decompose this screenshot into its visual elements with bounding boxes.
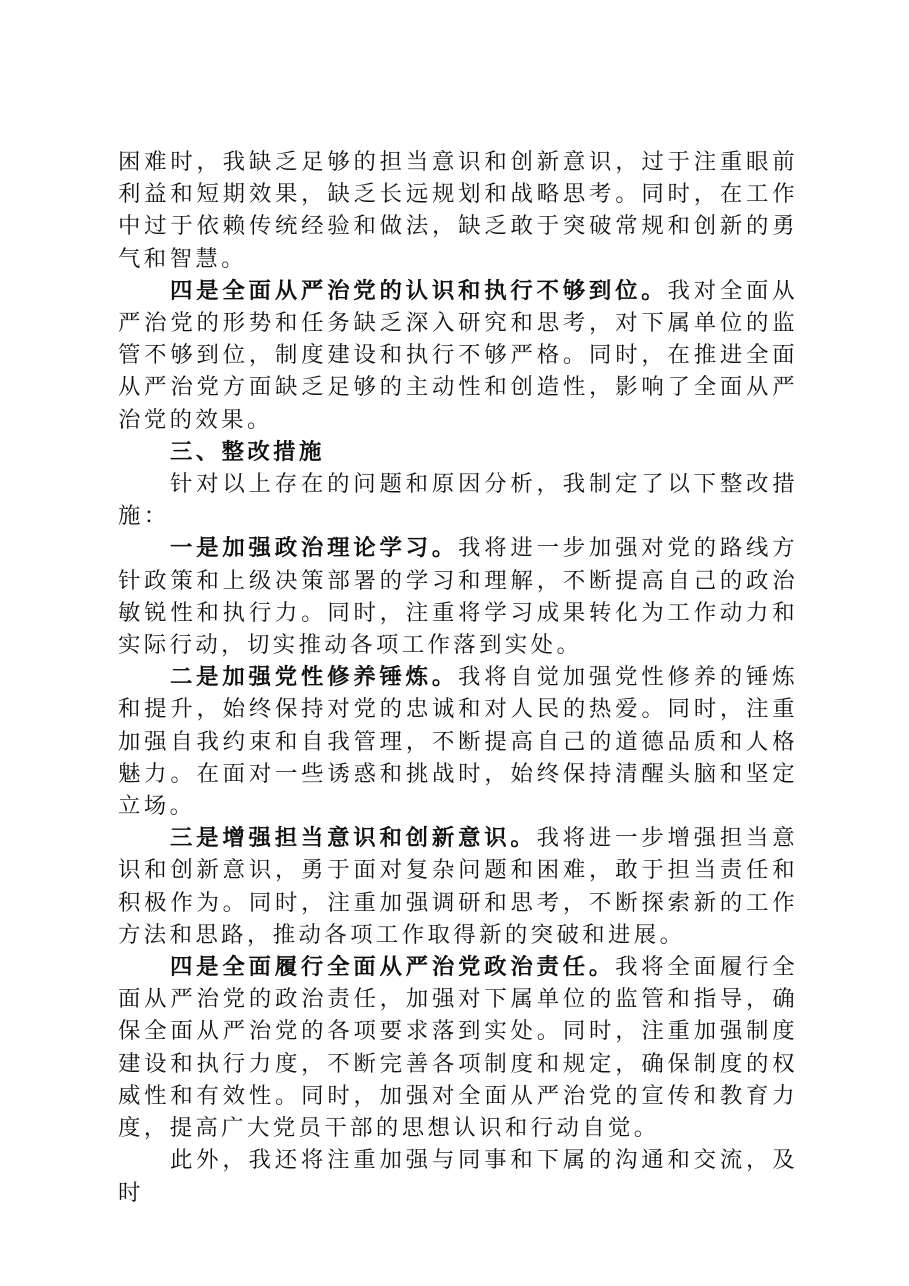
paragraph-measure-1	[118, 532, 798, 661]
paragraph-measure-2	[118, 661, 798, 822]
paragraph-lead: 四是全面从严治党的认识和执行不够到位。	[170, 277, 668, 304]
paragraph-lead: 三是增强担当意识和创新意识。	[170, 825, 537, 852]
paragraph-text: 我将自觉加强党性修养的锤炼和提升，始终保持对党的忠诚和对人民的热爱。同时，注重加强自我约束和自我管理，不断提高自己的道德品质和人格魅力。在面对一些诱惑和挑战时，始终保持清醒头脑和坚定立场。	[118, 664, 798, 820]
paragraph-problem-4	[118, 275, 798, 436]
paragraph-additional	[118, 1144, 798, 1208]
paragraph-text: 我将进一步增强担当意识和创新意识，勇于面对复杂问题和困难，敢于担当责任和积极作为。同时，注重加强调研和思考，不断探索新的工作方法和思路，推动各项工作取得新的突破和进展。	[118, 825, 798, 948]
paragraph-text: 困难时，我缺乏足够的担当意识和创新意识，过于注重眼前利益和短期效果，缺乏长远规划和战略思考。同时，在工作中过于依赖传统经验和做法，缺乏敢于突破常规和创新的勇气和智慧。	[118, 149, 798, 272]
paragraph-lead: 一是加强政治理论学习。	[170, 535, 459, 562]
paragraph-intro-measures	[118, 468, 798, 532]
paragraph-measure-3	[118, 822, 798, 951]
paragraph-text: 此外，我还将注重加强与同事和下属的沟通和交流，及时	[118, 1147, 798, 1206]
paragraph-text: 我将全面履行全面从严治党的政治责任，加强对下属单位的监管和指导，确保全面从严治党的各项要求落到实处。同时，注重加强制度建设和执行力度，不断完善各项制度和规定，确保制度的权威性和有效性。同时，加强对全面从严治党的宣传和教育力度，提高广大党员干部的思想认识和行动自觉。	[118, 954, 798, 1142]
paragraph-lead: 四是全面履行全面从严治党政治责任。	[170, 954, 616, 981]
paragraph-text: 我将进一步加强对党的路线方针政策和上级决策部署的学习和理解，不断提高自己的政治敏锐性和执行力。同时，注重将学习成果转化为工作动力和实际行动，切实推动各项工作落到实处。	[118, 535, 798, 659]
paragraph-continuation	[118, 146, 798, 275]
document-body	[118, 146, 798, 1209]
paragraph-lead: 二是加强党性修养锤炼。	[170, 664, 459, 691]
section-heading-rectification	[118, 436, 798, 468]
paragraph-text: 我对全面从严治党的形势和任务缺乏深入研究和思考，对下属单位的监管不够到位，制度建设和执行不够严格。同时，在推进全面从严治党方面缺乏足够的主动性和创造性，影响了全面从严治党的效果。	[118, 277, 799, 433]
section-heading-text: 三、整改措施	[170, 438, 325, 465]
paragraph-measure-4	[118, 951, 798, 1144]
paragraph-text: 针对以上存在的问题和原因分析，我制定了以下整改措施：	[118, 471, 798, 530]
